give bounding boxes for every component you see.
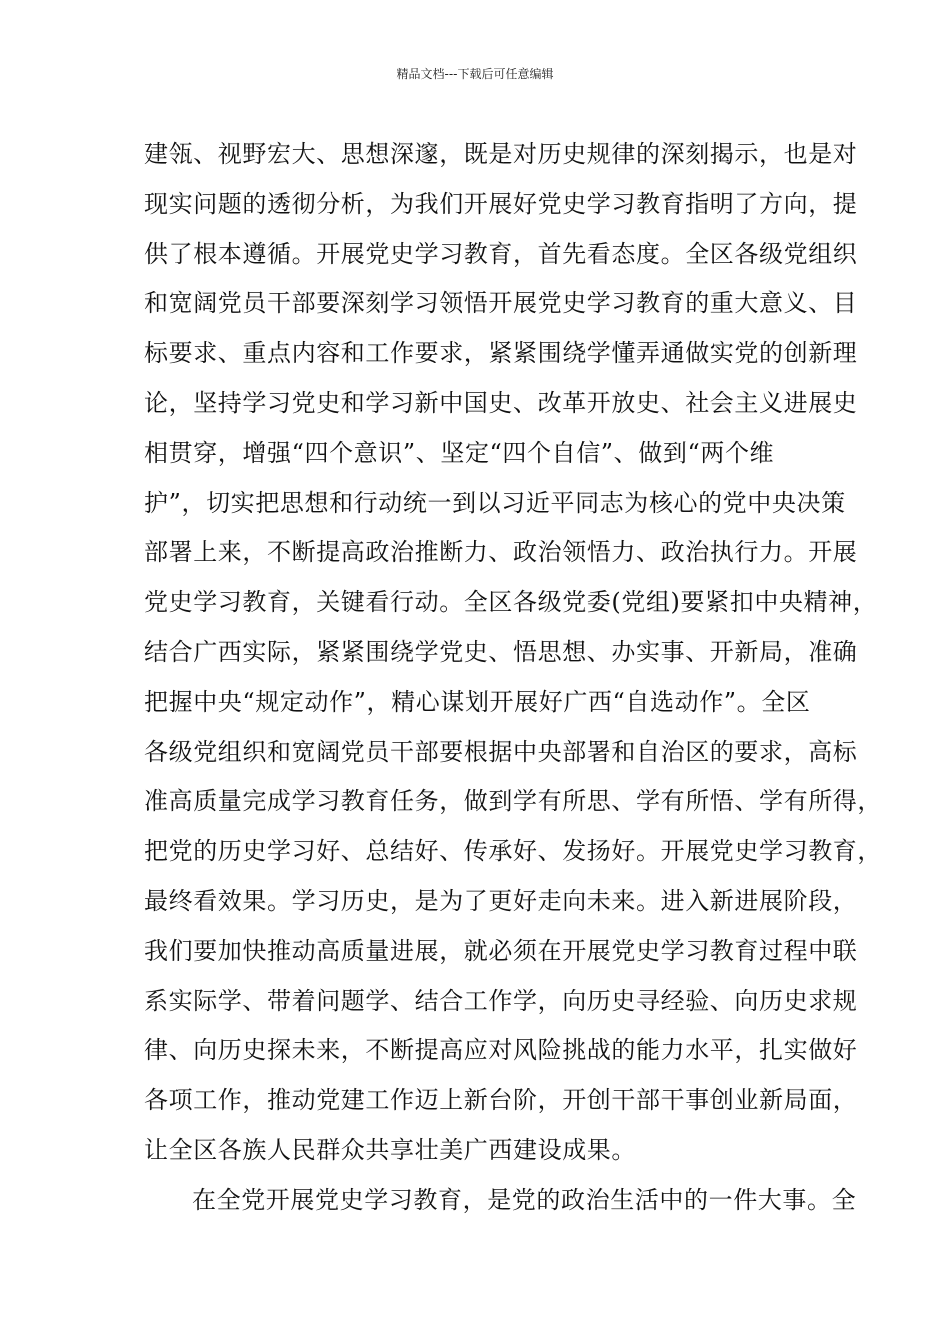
text-line: 系实际学、带着问题学、结合工作学，向历史寻经验、向历史求规 [144,986,858,1015]
text-line: 各级党组织和宽阔党员干部要根据中央部署和自治区的要求，高标 [144,737,858,766]
text-line: 让全区各族人民群众共享壮美广西建设成果。 [144,1135,636,1164]
paragraph-1 [144,130,882,1176]
text-line: 护”，切实把思想和行动统一到以习近平同志为核心的党中央决策 [144,488,846,517]
text-line: 标要求、重点内容和工作要求，紧紧围绕学懂弄通做实党的创新理 [144,339,858,368]
text-line: 相贯穿，增强“四个意识”、坚定“四个自信”、做到“两个维 [144,438,775,467]
text-line: 现实问题的透彻分析，为我们开展好党史学习教育指明了方向，提 [144,189,858,218]
text-line: 最终看效果。学习历史，是为了更好走向未来。进入新进展阶段， [144,886,858,915]
text-line: 各项工作，推动党建工作迈上新台阶，开创干部干事创业新局面， [144,1086,858,1115]
text-line: 律、向历史探未来，不断提高应对风险挑战的能力水平，扎实做好 [144,1036,858,1065]
text-line: 结合广西实际，紧紧围绕学党史、悟思想、办实事、开新局，准确 [144,637,858,666]
paragraph-2 [144,1176,857,1226]
document-body [144,130,882,1226]
text-line: 论，坚持学习党史和学习新中国史、改革开放史、社会主义进展史 [144,388,858,417]
text-line: 我们要加快推动高质量进展，就必须在开展党史学习教育过程中联 [144,936,858,965]
text-line: 建瓴、视野宏大、思想深邃，既是对历史规律的深刻揭示，也是对 [144,140,858,168]
text-line: 党史学习教育，关键看行动。全区各级党委(党组)要紧扣中央精神， [144,588,878,617]
text-line: 部署上来，不断提高政治推断力、政治领悟力、政治执行力。开展 [144,538,858,567]
text-line: 把握中央“规定动作”，精心谋划开展好广西“自选动作”。全区 [144,687,811,716]
text-line: 准高质量完成学习教育任务，做到学有所思、学有所悟、学有所得， [144,787,882,816]
page-header: 精品文档---下载后可任意编辑 [396,67,554,81]
text-line: 把党的历史学习好、总结好、传承好、发扬好。开展党史学习教育， [144,837,882,866]
text-line: 在全党开展党史学习教育，是党的政治生活中的一件大事。全 [192,1185,857,1214]
text-line: 和宽阔党员干部要深刻学习领悟开展党史学习教育的重大意义、目 [144,289,858,318]
text-line: 供了根本遵循。开展党史学习教育，首先看态度。全区各级党组织 [144,239,858,268]
